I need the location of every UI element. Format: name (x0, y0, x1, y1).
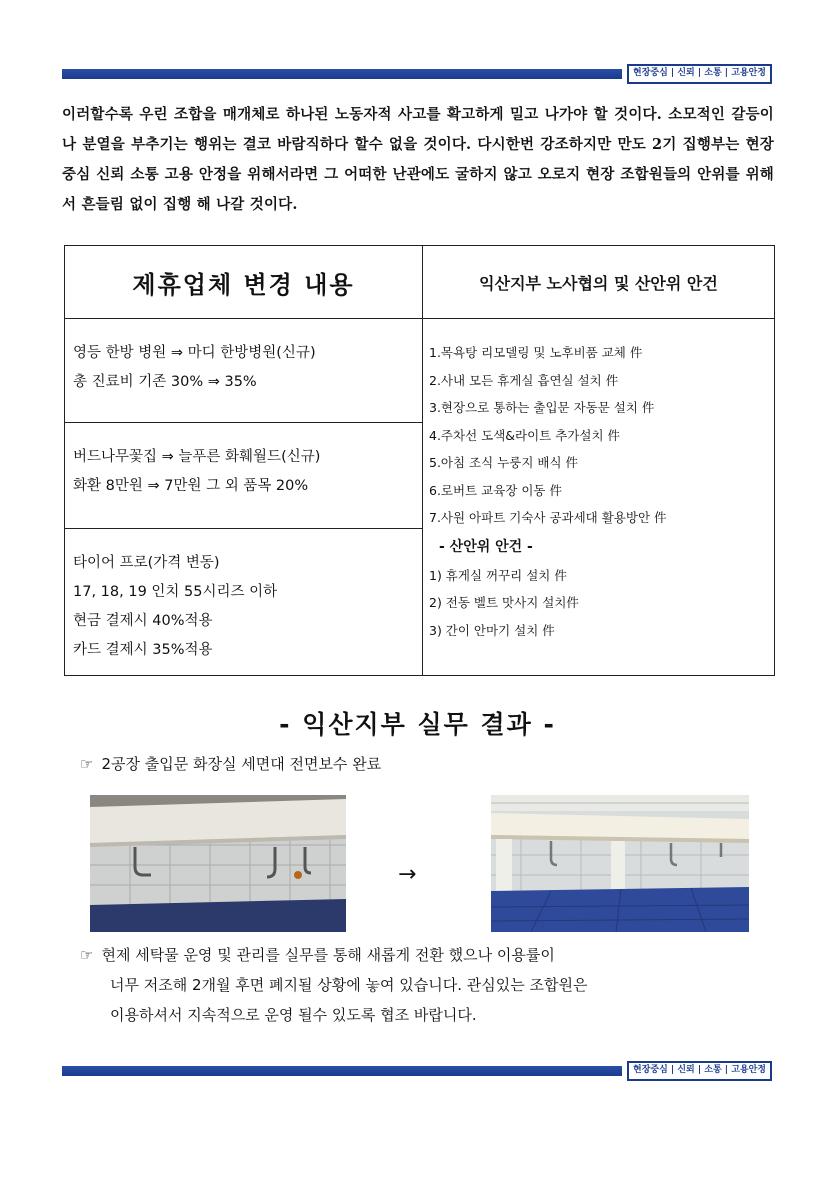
section-title: - 익산지부 실무 결과 - (279, 710, 556, 739)
agenda-item: 7.사원 아파트 기숙사 공과세대 활용방안 件 (429, 510, 667, 525)
partner-line: 타이어 프로(가격 변동) (73, 555, 220, 571)
result-bullet-2 (80, 940, 780, 1030)
partner-line: 영등 한방 병원 ⇒ 마디 한방병원(신규) (73, 345, 316, 361)
after-photo (491, 795, 749, 932)
pointing-hand-icon: ☞ (80, 755, 94, 773)
safety-agenda-item: 2) 전동 벨트 맛사지 설치件 (429, 595, 579, 610)
result-bullet-1 (80, 753, 381, 774)
footer-bar (62, 1066, 772, 1076)
result-text-2-line: 이용하셔서 지속적으로 운영 될수 있도록 협조 바랍니다. (110, 1006, 477, 1024)
agenda-item: 3.현장으로 통하는 출입문 자동문 설치 件 (429, 400, 655, 415)
partner-cell-tire (65, 529, 423, 676)
footer-rule (62, 1066, 622, 1076)
agenda-item: 1.목욕탕 리모델링 및 노후비품 교체 件 (429, 345, 643, 360)
partner-cell-florist (65, 423, 423, 529)
header-rule (62, 69, 622, 79)
footer-slogan: 현장중심 | 신뢰 | 소통 | 고용안정 (627, 1061, 772, 1081)
agenda-header: 익산지부 노사협의 및 산안위 안건 (423, 246, 775, 319)
result-text-2-line: 현제 세탁물 운영 및 관리를 실무를 통해 새롭게 전환 했으나 이용률이 (101, 946, 555, 964)
agenda-item: 5.아침 조식 누룽지 배식 件 (429, 455, 578, 470)
header-slogan: 현장중심 | 신뢰 | 소통 | 고용안정 (627, 64, 772, 84)
agenda-item: 2.사내 모든 휴게실 흡연실 설치 件 (429, 372, 619, 388)
intro-paragraph: 이러할수록 우린 조합을 매개체로 하나된 노동자적 사고를 확고하게 밀고 나가야 할 것이다. 소모적인 갈등이나 분열을 부추기는 행위는 결코 바람직하다 할수 없을 것이다. 다시한번 강조하지만 만도 2기 집행부는 현장중심 신뢰 소통 고용 안정을 위해서라면 그 어떠한 난관에도 굴하지 않고 오로지 현장 조합원들의 안위를 위해서 흔들림 없이 집행 해 나갈 것이다. (62, 106, 774, 213)
result-text-1: 2공장 출입문 화장실 세면대 전면보수 완료 (101, 755, 382, 773)
safety-agenda-item: 1) 휴게실 꺼꾸리 설치 件 (429, 567, 567, 583)
pointing-hand-icon: ☞ (80, 946, 94, 964)
agenda-item: 4.주차선 도색&라이트 추가설치 件 (429, 427, 620, 443)
partner-line: 버드나무꽃집 ⇒ 늘푸른 화훼월드(신규) (73, 449, 321, 465)
arrow-icon: → (398, 862, 417, 887)
partner-line: 화환 8만원 ⇒ 7만원 그 외 품목 20% (73, 478, 309, 494)
safety-agenda-subtitle: - 산안위 안건 - (439, 538, 533, 555)
partner-line: 카드 결제시 35%적용 (73, 642, 213, 658)
safety-agenda-item: 3) 간이 안마기 설치 件 (429, 622, 555, 638)
partner-line: 총 진료비 기존 30% ⇒ 35% (73, 374, 257, 390)
agenda-item: 6.로버트 교육장 이동 件 (429, 482, 562, 498)
partner-line: 17, 18, 19 인치 55시리즈 이하 (73, 584, 278, 600)
partner-line: 현금 결제시 40%적용 (73, 613, 213, 629)
result-text-2-line: 너무 저조해 2개월 후면 폐지될 상황에 놓여 있습니다. 관심있는 조합원은 (110, 976, 588, 994)
partner-cell-hospital (65, 319, 423, 423)
header-bar (62, 69, 772, 79)
agenda-list (423, 319, 775, 676)
info-table (64, 245, 775, 676)
before-photo (90, 795, 346, 932)
partner-changes-header: 제휴업체 변경 내용 (65, 246, 423, 319)
